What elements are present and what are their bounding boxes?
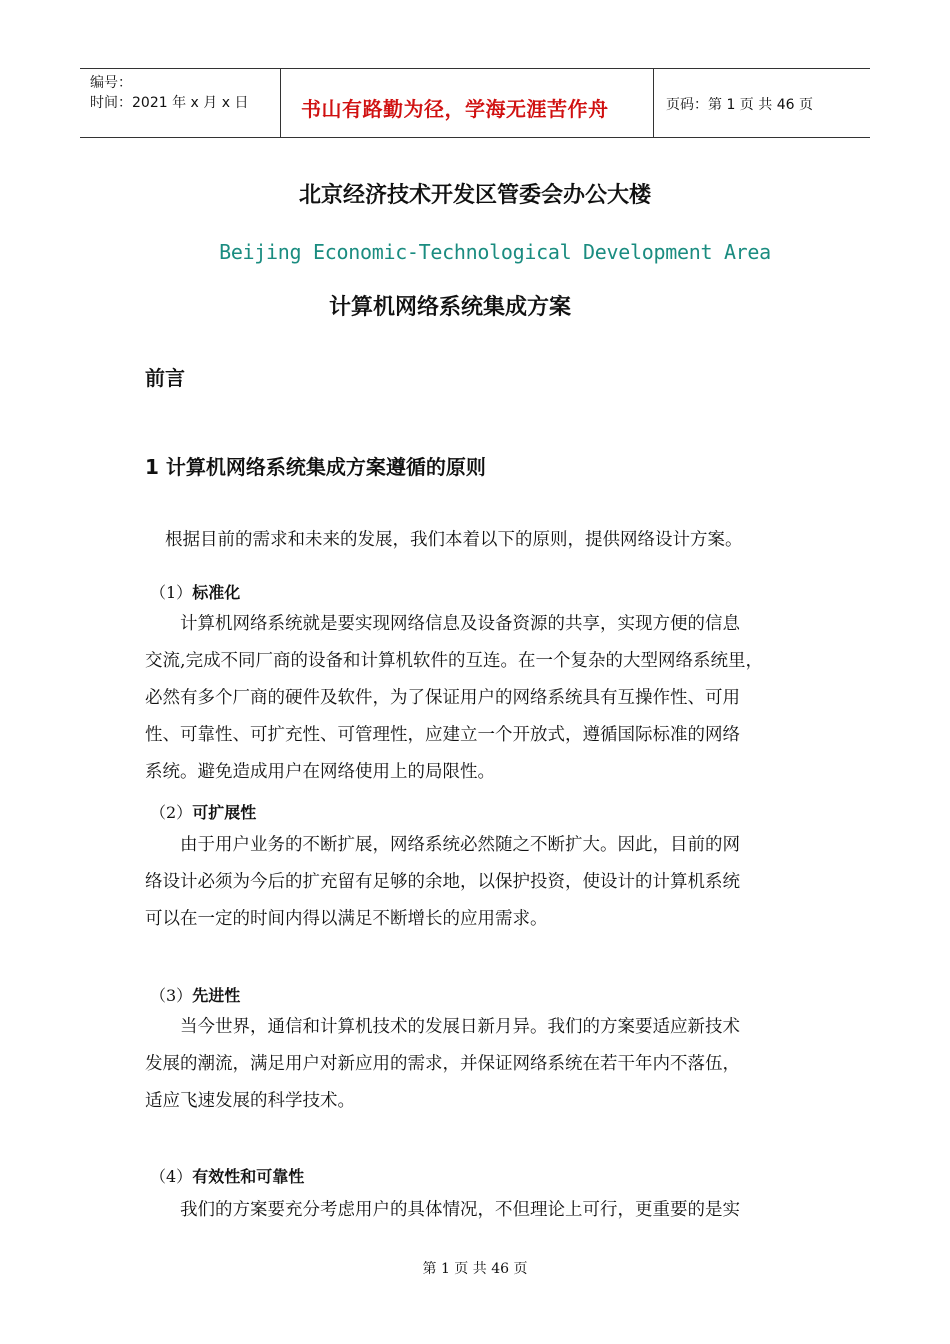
- subsection-heading: [150, 983, 240, 1006]
- body-line: 交流,完成不同厂商的设备和计算机软件的互连。在一个复杂的大型网络系统里，: [145, 651, 764, 671]
- intro-paragraph: [165, 522, 830, 559]
- subsection-name: 可扩展性: [192, 803, 257, 822]
- header-page-info: 页码：第 1 页 共 46 页: [666, 97, 813, 113]
- body-line: 必然有多个厂商的硬件及软件，为了保证用户的网络系统具有互操作性、可用: [145, 688, 740, 708]
- header-meta: [80, 69, 280, 137]
- document-title-english: Beijing Economic-Technological Development Area: [219, 240, 771, 264]
- body-line: 发展的潮流，满足用户对新应用的需求，并保证网络系统在若干年内不落伍，: [145, 1054, 740, 1074]
- subsection-body: [145, 827, 810, 938]
- document-header: [80, 68, 870, 138]
- subsection-heading: [150, 580, 240, 603]
- subsection-name: 标准化: [192, 583, 241, 602]
- subsection-body: [145, 606, 810, 791]
- subsection-body: [145, 1009, 810, 1120]
- subsection-number: （3）: [150, 986, 193, 1005]
- document-subtitle: 计算机网络系统集成方案: [328, 295, 571, 320]
- body-line: 系统。避免造成用户在网络使用上的局限性。: [145, 762, 495, 782]
- body-line: 性、可靠性、可扩充性、可管理性，应建立一个开放式，遵循国际标准的网络: [145, 725, 740, 745]
- body-line: 适应飞速发展的科学技术。: [145, 1091, 355, 1111]
- subsection-body: [145, 1192, 810, 1229]
- document-title: 北京经济技术开发区管委会办公大楼: [298, 183, 651, 208]
- body-line: 络设计必须为今后的扩充留有足够的余地，以保护投资，使设计的计算机系统: [145, 872, 740, 892]
- subsection-number: （4）: [150, 1167, 193, 1186]
- subsection-number: （1）: [150, 583, 193, 602]
- time-label: 时间：2021 年 x 月 x 日: [90, 95, 249, 111]
- subsection-name: 先进性: [192, 986, 241, 1005]
- header-motto: 书山有路勤为径，学海无涯苦作舟: [301, 97, 609, 121]
- subsection-heading: [150, 800, 256, 823]
- section-heading: 1 计算机网络系统集成方案遵循的原则: [145, 455, 486, 479]
- subsection-number: （2）: [150, 803, 193, 822]
- intro-text: 根据目前的需求和未来的发展，我们本着以下的原则，提供网络设计方案。: [165, 530, 743, 550]
- body-line: 可以在一定的时间内得以满足不断增长的应用需求。: [145, 909, 548, 929]
- body-line: 当今世界，通信和计算机技术的发展日新月异。我们的方案要适应新技术: [145, 1017, 740, 1037]
- header-motto-cell: [280, 69, 654, 137]
- body-line: 计算机网络系统就是要实现网络信息及设备资源的共享，实现方便的信息: [145, 614, 740, 634]
- preface-heading: 前言: [145, 366, 185, 390]
- body-line: 由于用户业务的不断扩展，网络系统必然随之不断扩大。因此，目前的网: [145, 835, 740, 855]
- body-line: 我们的方案要充分考虑用户的具体情况，不但理论上可行，更重要的是实: [145, 1200, 740, 1220]
- subsection-name: 有效性和可靠性: [192, 1167, 305, 1186]
- number-label: 编号：: [90, 75, 132, 91]
- subsection-heading: [150, 1164, 304, 1187]
- page-footer: 第 1 页 共 46 页: [422, 1261, 528, 1277]
